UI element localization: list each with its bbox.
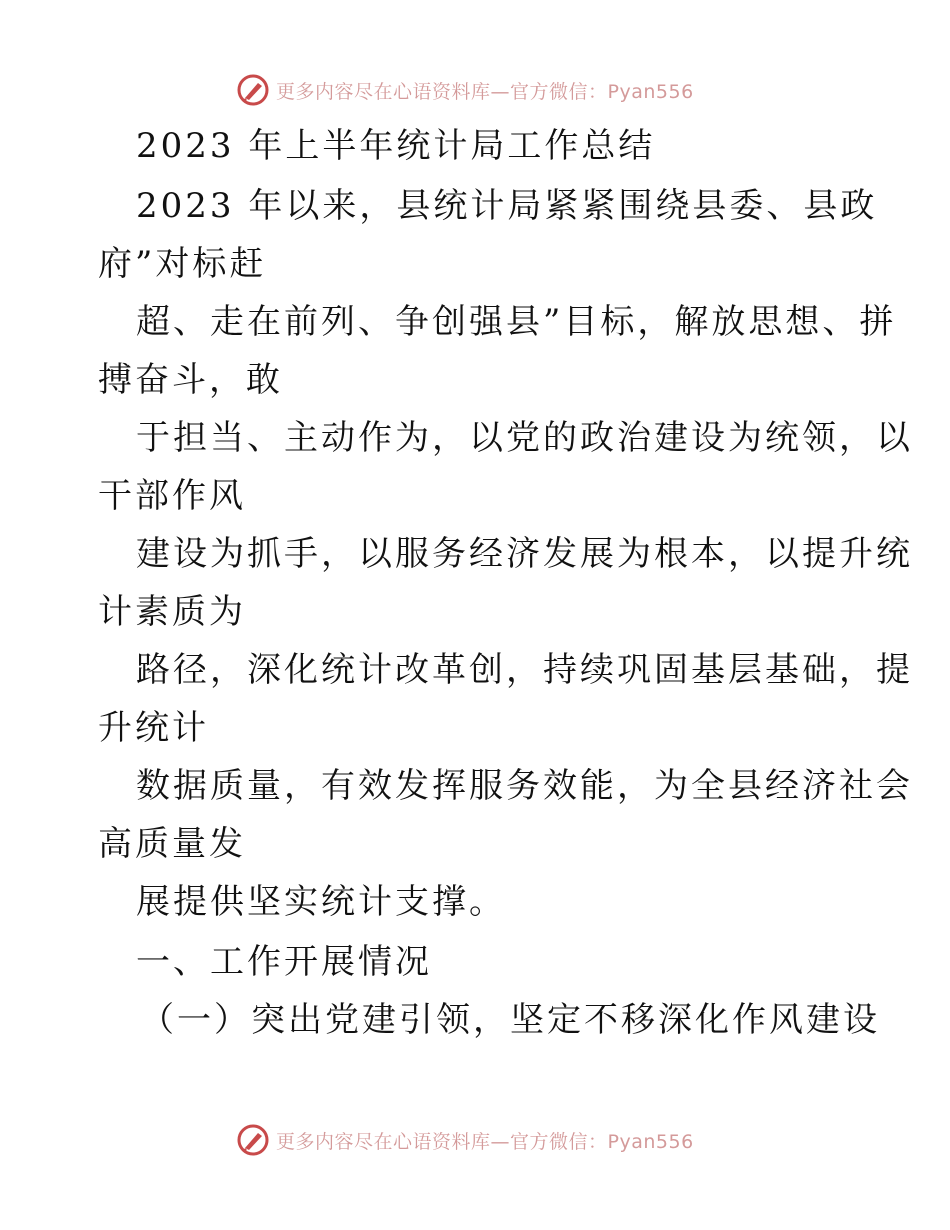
subsection-heading: （一）突出党建引领，坚定不移深化作风建设	[140, 1000, 880, 1040]
document-title: 2023 年上半年统计局工作总结	[136, 126, 656, 166]
body-line: 干部作风	[98, 476, 246, 516]
body-line: 展提供坚实统计支撑。	[136, 882, 506, 922]
watermark-text: 更多内容尽在心语资料库—官方微信：Pyan556	[276, 80, 694, 103]
section-heading: 一、工作开展情况	[136, 942, 432, 982]
body-line: 高质量发	[98, 824, 246, 864]
body-line: 数据质量，有效发挥服务效能，为全县经济社会	[136, 766, 913, 806]
body-line: 搏奋斗，敢	[98, 360, 283, 400]
pen-logo-icon	[236, 1123, 270, 1157]
body-line: 路径，深化统计改革创，持续巩固基层基础，提	[136, 650, 913, 690]
body-line: 超、走在前列、争创强县”目标，解放思想、拼	[136, 302, 897, 342]
watermark-text: 更多内容尽在心语资料库—官方微信：Pyan556	[276, 1130, 694, 1153]
body-line: 计素质为	[98, 592, 246, 632]
body-line: 府”对标赶	[98, 244, 267, 284]
body-line: 于担当、主动作为，以党的政治建设为统领，以	[136, 418, 913, 458]
body-line: 建设为抓手，以服务经济发展为根本，以提升统	[136, 534, 913, 574]
body-line: 2023 年以来，县统计局紧紧围绕县委、县政	[136, 186, 878, 226]
body-line: 升统计	[98, 708, 209, 748]
watermark-footer	[236, 1122, 694, 1158]
